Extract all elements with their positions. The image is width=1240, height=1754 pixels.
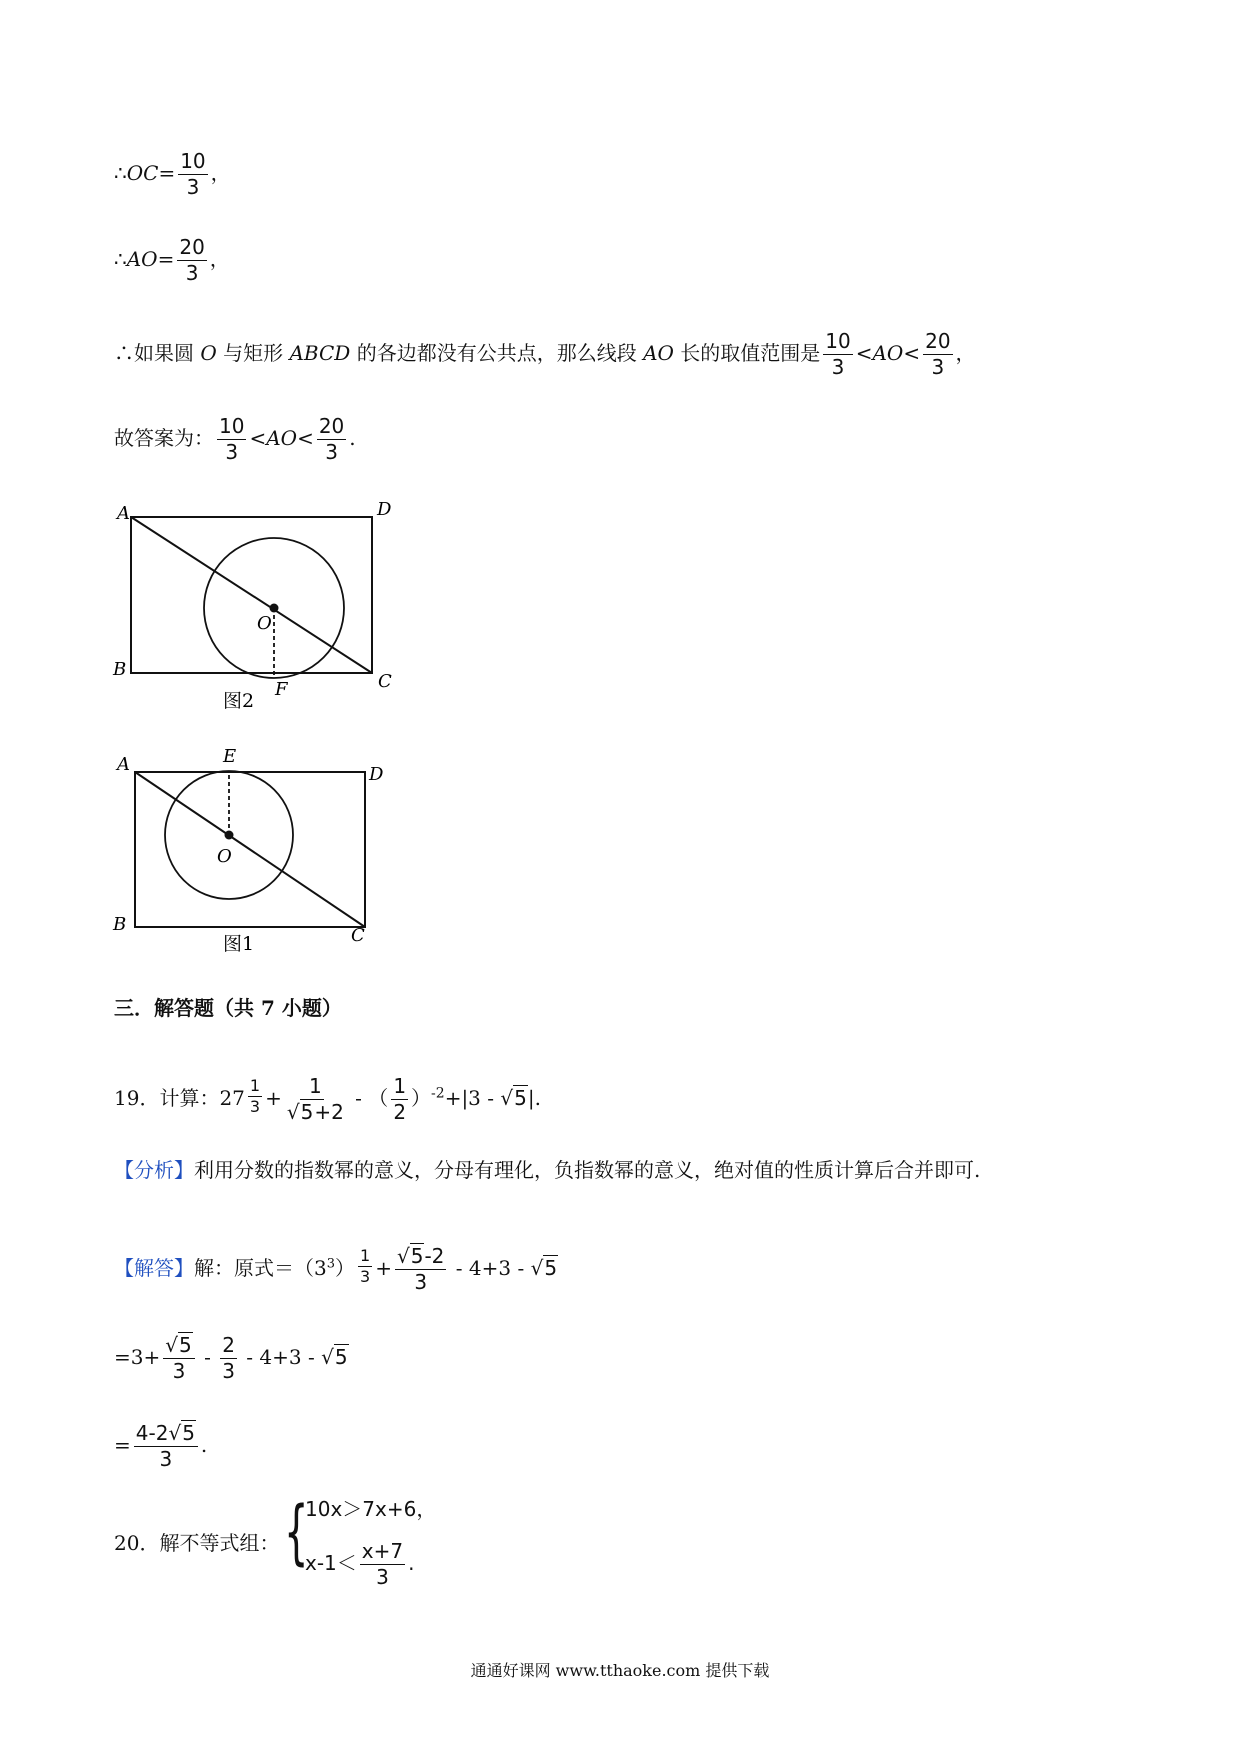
therefore-symbol: ∴ [114,161,127,185]
less-than: < [297,426,314,450]
paren: ） [411,1086,432,1110]
diagonal-ac [131,517,372,673]
text: - 4+3 - [449,1256,531,1280]
fraction-1-2 [391,1075,408,1124]
diagonal-ac [135,772,365,927]
question-number: 19．计算： [114,1086,220,1110]
var-abcd: ABCD [289,341,351,365]
radicand: 5 [334,1345,348,1369]
base: 27 [219,1086,245,1110]
denominator: 3 [186,175,200,199]
fraction-10-3 [823,330,852,379]
radicand: 5 [182,1421,195,1445]
numerator: 1 [393,1074,407,1098]
fraction-sqrt5-minus-2-over-3 [395,1245,446,1294]
sqrt: √5 [286,1100,314,1124]
denominator: 3 [249,1097,261,1117]
solution-step-3 [114,1422,207,1471]
numerator: 20 [318,414,345,438]
label-f: F [275,679,288,700]
label-b: B [113,914,127,935]
numerator: x+7 [361,1539,404,1563]
text: x-1＜ [305,1551,357,1575]
denominator-tail: +2 [314,1100,344,1124]
label-o: O [217,846,232,867]
punctuation: . [349,426,356,450]
punctuation: . [200,1433,208,1457]
var-ao: AO [643,341,674,365]
equals-sign: = [158,161,176,185]
numerator: 2 [222,1333,235,1357]
therefore-symbol: ∴ [114,247,127,271]
solution-step-2 [114,1334,349,1383]
denominator: 3 [831,355,845,379]
label-d: D [369,764,384,785]
numerator: 10 [180,149,206,173]
radicand: 5 [514,1086,527,1110]
numerator: 1 [308,1074,322,1098]
question-20-label: 20．解不等式组： [114,1531,280,1555]
sqrt: √5 [530,1256,558,1280]
line-answer [114,415,356,464]
analysis-tag: 【分析】 [114,1158,194,1182]
power: 3 [326,1256,336,1272]
numerator: 20 [179,235,205,259]
fraction-10-3 [178,150,207,199]
inequality-2 [305,1540,414,1589]
less-than: < [249,426,267,450]
punctuation: . [408,1551,415,1575]
plus: + [265,1086,282,1110]
label-b: B [113,659,127,680]
denominator: 3 [414,1270,428,1294]
text: 长的取值范围是 [673,341,821,365]
numerator: 20 [925,329,951,353]
label-a: A [117,754,130,775]
denominator: 3 [225,440,239,464]
punctuation: ， [210,161,231,185]
numerator [134,1422,198,1447]
radicand: 5 [300,1100,314,1124]
sqrt: √5 [321,1345,348,1369]
denominator: 3 [172,1359,186,1383]
fraction-20-3 [923,330,952,379]
text: - [197,1345,218,1369]
sqrt: √5 [168,1421,195,1445]
numerator-head: 4-2 [135,1421,169,1445]
exponent-fraction [358,1247,372,1287]
denominator: 3 [931,355,945,379]
question-19 [114,1075,541,1124]
line-range [114,330,976,379]
var-o: O [200,341,217,365]
power: -2 [431,1085,445,1102]
text: 与矩形 [216,341,290,365]
text: ∴如果圆 [114,341,201,365]
numerator: 1 [358,1247,372,1267]
label-e: E [223,746,237,767]
fraction-final [134,1422,198,1471]
line-ao [114,236,230,285]
label-a: A [117,503,130,524]
section-heading: 三．解答题（共 7 小题） [114,996,342,1020]
radicand: 5 [410,1244,424,1268]
fraction-20-3 [177,236,206,285]
less-than: < [855,341,873,365]
text: =3+ [114,1345,161,1369]
denominator: 3 [376,1565,389,1589]
sqrt: √5 [165,1333,192,1357]
text: 的各边都没有公共点，那么线段 [350,341,644,365]
denominator: 3 [360,1267,371,1287]
left-brace: { [284,1491,309,1573]
text: +|3 - [444,1086,501,1110]
text: - （ [348,1086,389,1110]
line-oc [114,150,231,199]
inequality-1: 10x＞7x+6， [305,1497,437,1521]
var-oc: OC [126,161,159,185]
numerator: 10 [825,329,851,353]
figure-1 [105,740,405,965]
var-ao: AO [872,341,904,365]
denominator: 2 [393,1100,407,1124]
denominator: 3 [185,261,199,285]
numerator-tail: -2 [424,1244,445,1268]
sqrt: √5 [500,1086,527,1110]
solution-tag: 【解答】 [114,1256,194,1280]
denominator: 3 [222,1359,235,1383]
text: - 4+3 - [239,1345,322,1369]
text: 故答案为： [114,426,214,450]
var-ao: AO [266,426,298,450]
sqrt: √5 [396,1244,424,1268]
exponent-fraction [248,1077,262,1117]
figure-caption: 图2 [223,690,255,712]
radicand: 5 [179,1333,192,1357]
radicand: 5 [544,1256,558,1280]
numerator [395,1245,446,1270]
text: = [114,1433,131,1457]
fraction-sqrt5-over-3 [163,1334,194,1383]
figure-caption: 图1 [223,933,255,955]
text: 解：原式＝（3 [194,1256,327,1280]
denominator: 3 [325,440,338,464]
analysis-text: 利用分数的指数幂的意义，分母有理化，负指数幂的意义，绝对值的性质计算后合并即可. [194,1158,981,1182]
fraction-x-plus-7-over-3 [360,1540,405,1589]
figure-2 [105,495,405,720]
label-d: D [377,499,392,520]
var-ao: AO [126,247,158,271]
fraction-1-over-sqrt5-plus-2 [285,1075,346,1124]
fraction-20-3 [317,415,346,464]
label-c: C [351,925,365,946]
analysis-line [114,1160,980,1180]
punctuation: ， [209,247,230,271]
denominator: 3 [159,1447,173,1471]
fraction-10-3 [217,415,246,464]
equals-sign: = [157,247,175,271]
label-o: O [257,613,272,634]
numerator: 10 [219,414,245,438]
punctuation: ， [955,341,976,365]
paren: ） [335,1256,356,1280]
numerator [163,1334,194,1359]
solution-step-1 [114,1245,558,1294]
text: |. [527,1086,541,1110]
label-c: C [378,671,392,692]
numerator: 1 [248,1077,262,1097]
less-than: < [903,341,921,365]
plus: + [375,1256,392,1280]
denominator [285,1100,346,1124]
footer: 通通好课网 www.tthaoke.com 提供下载 [470,1661,770,1680]
fraction-2-3 [220,1334,237,1383]
